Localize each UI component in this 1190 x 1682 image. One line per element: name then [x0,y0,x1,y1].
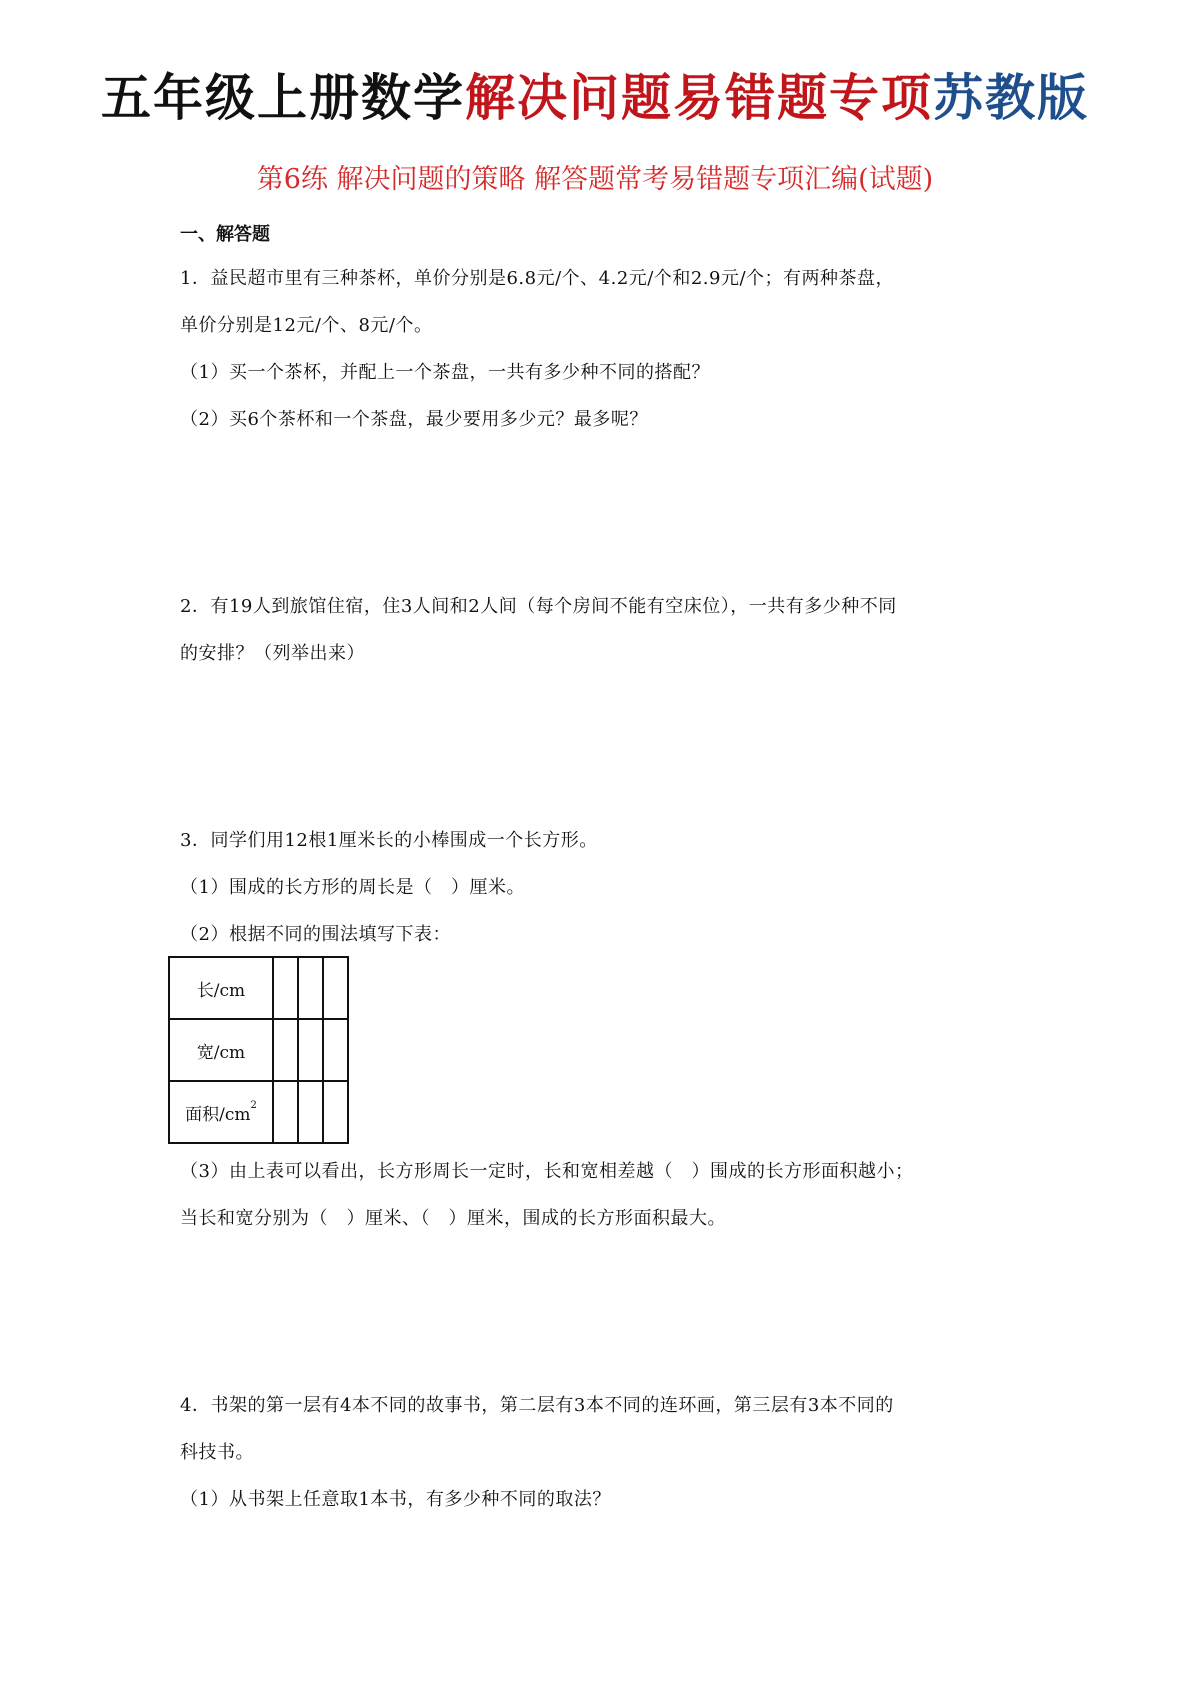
row-label-area [169,1081,273,1143]
q3-sub2: （2）根据不同的围法填写下表： [180,924,451,945]
section-heading: 一、解答题 [180,224,270,245]
q3-sub3-line2: 当长和宽分别为（ ）厘米、（ ）厘米，围成的长方形面积最大。 [180,1208,726,1229]
q2-line2: 的安排？（列举出来） [180,643,365,664]
area-label-text: 面积/cm [185,1104,251,1125]
q1-line1: 1．益民超市里有三种茶杯，单价分别是6.8元/个、4.2元/个和2.9元/个；有两种茶盘， [180,268,895,289]
blank-cell[interactable] [323,1081,348,1143]
q4-line2: 科技书。 [180,1442,254,1463]
blank-cell[interactable] [273,957,298,1019]
page-title [0,58,1190,130]
q2-line1: 2．有19人到旅馆住宿，住3人间和2人间（每个房间不能有空床位），一共有多少种不同 [180,596,897,617]
q4-line1: 4．书架的第一层有4本不同的故事书，第二层有3本不同的连环画，第三层有3本不同的 [180,1395,894,1416]
title-part-topic: 解决问题易错题专项 [465,68,933,127]
table-row-area [169,1081,348,1143]
title-part-grade: 五年级上册数学 [101,68,465,127]
blank-cell[interactable] [323,1019,348,1081]
rectangle-table [168,956,349,1144]
table-row-width [169,1019,348,1081]
q3-sub3-line1: （3）由上表可以看出，长方形周长一定时，长和宽相差越（ ）围成的长方形面积越小； [180,1161,914,1182]
q3-line1: 3．同学们用12根1厘米长的小棒围成一个长方形。 [180,830,598,851]
blank-cell[interactable] [298,957,323,1019]
blank-cell[interactable] [298,1081,323,1143]
blank-cell[interactable] [273,1019,298,1081]
blank-cell[interactable] [273,1081,298,1143]
q3-sub1: （1）围成的长方形的周长是（ ）厘米。 [180,877,525,898]
title-part-edition: 苏教版 [933,68,1089,127]
blank-cell[interactable] [323,957,348,1019]
area-superscript: 2 [250,1099,257,1111]
row-label-width: 宽/cm [169,1019,273,1081]
blank-cell[interactable] [298,1019,323,1081]
q1-line2: 单价分别是12元/个、8元/个。 [180,315,433,336]
row-label-length: 长/cm [169,957,273,1019]
q1-sub1: （1）买一个茶杯，并配上一个茶盘，一共有多少种不同的搭配？ [180,362,710,383]
table-row-length [169,957,348,1019]
page-subtitle: 第6练 解决问题的策略 解答题常考易错题专项汇编(试题) [256,164,934,195]
q1-sub2: （2）买6个茶杯和一个茶盘，最少要用多少元？最多呢？ [180,409,648,430]
q4-sub1: （1）从书架上任意取1本书，有多少种不同的取法？ [180,1489,611,1510]
